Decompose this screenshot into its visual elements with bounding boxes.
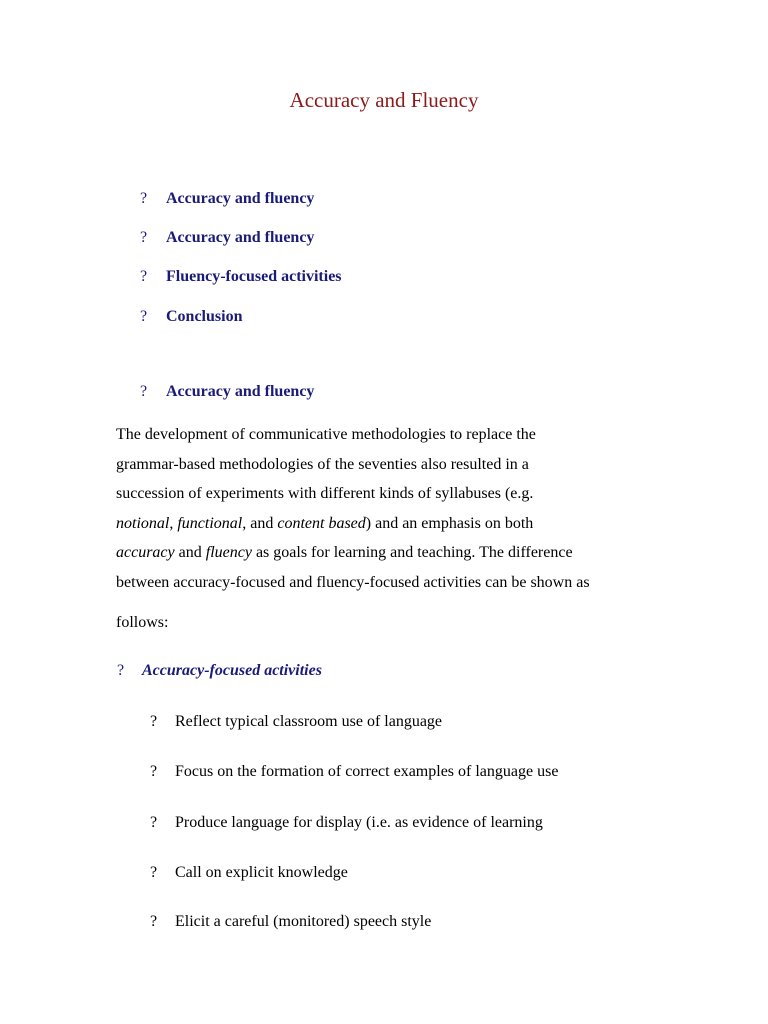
bullet-marker-icon: ? (140, 308, 148, 325)
italic-term: notional (116, 514, 170, 532)
subheading (117, 662, 322, 680)
toc-item[interactable] (140, 190, 314, 208)
bullet-marker-icon: ? (140, 229, 148, 246)
toc-item[interactable] (140, 229, 314, 247)
bullet-marker-icon: ? (140, 190, 148, 207)
bullet-marker-icon: ? (150, 814, 158, 831)
italic-term: functional (177, 514, 243, 532)
page-title: Accuracy and Fluency (289, 88, 479, 112)
list-item-label: Call on explicit knowledge (175, 864, 348, 881)
toc-item[interactable] (140, 268, 342, 286)
italic-term: accuracy (116, 544, 175, 561)
paragraph-line: follows: (116, 614, 169, 631)
paragraph-line: grammar-based methodologies of the seventies also resulted in a (116, 455, 529, 473)
toc-item-label: Conclusion (166, 308, 243, 325)
list-item (150, 913, 431, 931)
paragraph-line: The development of communicative methodologies to replace the (116, 426, 536, 443)
paragraph-text: , and (242, 514, 278, 532)
paragraph-line (116, 509, 676, 539)
italic-term: content based (277, 514, 366, 532)
subheading-label: Accuracy-focused activities (142, 662, 322, 679)
paragraph-line: between accuracy-focused and fluency-focused activities can be shown as (116, 573, 590, 591)
list-item-label: Elicit a careful (monitored) speech style (175, 913, 432, 930)
paragraph-line: succession of experiments with different kinds of syllabuses (e.g. (116, 485, 534, 502)
paragraph-text: and (174, 544, 206, 561)
list-item (150, 864, 348, 882)
section-heading-label: Accuracy and fluency (166, 383, 315, 400)
list-item-label: Produce language for display (i.e. as evidence of learning (175, 814, 543, 831)
paragraph-text: as goals for learning and teaching. The difference (251, 544, 573, 561)
list-item-label: Focus on the formation of correct examples of language use (175, 763, 559, 780)
toc-item-label: Accuracy and fluency (166, 229, 315, 246)
toc-item[interactable] (140, 308, 242, 326)
section-heading (140, 383, 314, 401)
bullet-marker-icon: ? (150, 763, 158, 780)
italic-term: fluency (205, 544, 252, 561)
paragraph-text: ) and an emphasis on both (365, 514, 534, 532)
bullet-marker-icon: ? (140, 268, 148, 285)
bullet-marker-icon: ? (150, 913, 158, 930)
list-item (150, 713, 442, 731)
toc-item-label: Fluency-focused activities (166, 268, 342, 285)
list-item-label: Reflect typical classroom use of language (175, 713, 443, 730)
bullet-marker-icon: ? (150, 713, 158, 730)
bullet-marker-icon: ? (140, 383, 148, 400)
list-item (150, 814, 543, 832)
toc-item-label: Accuracy and fluency (166, 190, 315, 207)
bullet-marker-icon: ? (117, 662, 125, 679)
list-item (150, 763, 558, 781)
paragraph-line (116, 538, 676, 568)
body-paragraph (116, 420, 676, 597)
paragraph-text: , (169, 514, 178, 532)
bullet-marker-icon: ? (150, 864, 158, 881)
